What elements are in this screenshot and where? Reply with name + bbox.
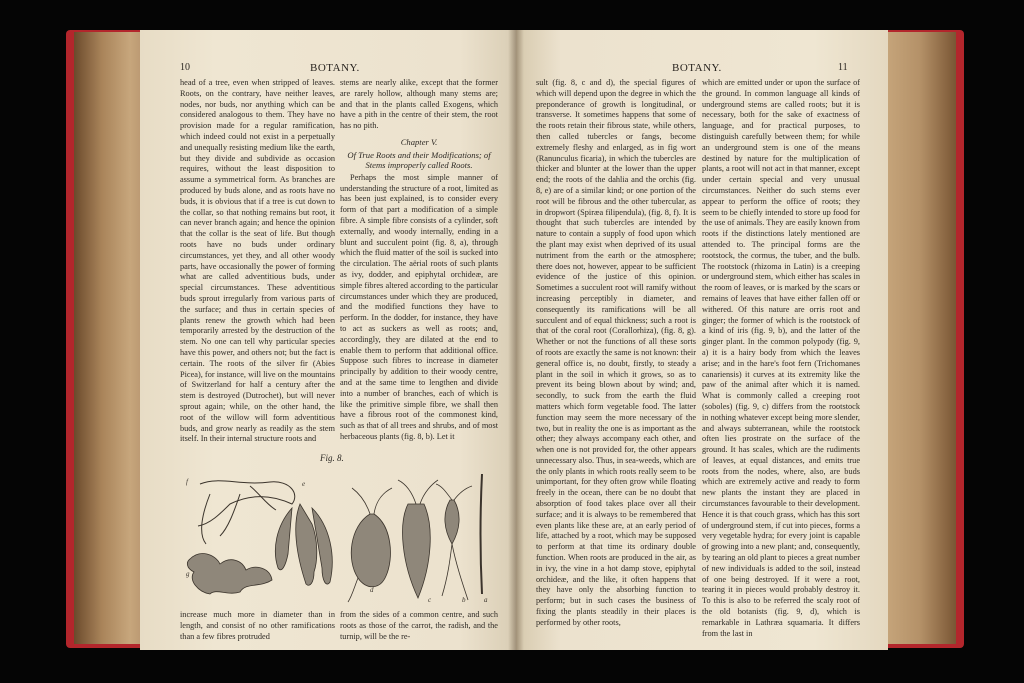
right-column-2 [702,78,860,644]
left-running-head: BOTANY. [310,62,360,74]
figure-label-a: a [484,596,488,604]
left-bottom-column-2 [340,610,498,644]
simple-fibre-a [481,474,483,594]
left-col2-top-text: stems are nearly alike, except that the former are rarely hollow, although many stems are; and that in the plants called Exogens, which have a pith in the centre of their stem, the root has no pith. [340,78,498,131]
left-column-1 [180,78,335,476]
left-col2-body-text: Perhaps the most simple manner of understanding the structure of a root, limited as has been just explained, is to consider every form of that part a modification of a simple fibre. A simple fibre consists of a cylinder, soft externally, and woody internally, ending in a blunt and succulent point (fig. 8, a), through which the fluid matter of the soil is sucked into the circulation. The aërial roots of such plants as ivy, dodder, and epiphytal orchideæ, are simple fibres altered according to the particular circumstances under which they are produced, and the modified functions they have to perform. In the dodder, for instance, they have to act as suckers as well as roots; and, accordingly, they are dilated at the end to enable them to perform that additional office. Suppose such fibres to increase in diameter principally by addition to their woody centre, and at the same time to lengthen and divide into a number of branches, each of which is like the primitive simple fibre, we shall then have a fibrous root of the commonest kind, such as that of all trees and shrubs, and of most herbaceous plants (fig. 8, b). Let it [340,172,498,441]
figure-label-g: g [186,570,190,578]
right-page [516,30,888,650]
coral-root-g [187,554,272,594]
chapter-subtitle: Of True Roots and their Modifications; of Stems improperly called Roots. [347,149,491,170]
left-bottom-col2-text: from the sides of a common centre, and such roots as those of the carrot, the radish, and the turnip, will be the re- [340,610,498,641]
right-page-edges [884,32,956,644]
book-gutter [508,30,524,650]
left-page-edges [74,32,144,644]
root-illustration [180,464,490,604]
chapter-heading: Chapter V. [400,136,438,147]
left-column-2 [340,78,498,476]
carrot-c [403,504,431,598]
figure-title: Fig. 8. [320,453,344,463]
radish-b [445,500,459,544]
figure-label-b: b [462,596,466,604]
right-running-head: BOTANY. [672,62,722,74]
figure-label-e: e [302,480,306,488]
left-page-number: 10 [180,62,190,73]
turnip-d [351,514,390,587]
right-page-number: 11 [838,62,848,73]
fibrous-root-f [198,481,295,526]
left-page [140,30,516,650]
figure-label-d: d [370,586,374,594]
right-column-1 [536,78,696,644]
right-col1-text: sult (fig. 8, c and d), the special figures of which will depend upon the degree in which the preponderance of growth is longitudinal, or transverse. It sometimes happens that some of the roots retain their fibrous state, while others, then called tubercles or fangs, become extremely fleshy and enlarged, as in fig wort (Ranunculus ficaria), in which the tubercles are thicker and blunter at the lower than the upper end; the roots of the dahlia and the orchis (fig. 8, e) are of a similar kind; or one portion of the root will be fibrous and the other tubercular, as in dropwort (Spiræa filipendula), (fig. 8, f). It is thought that such tubercles are intended by nature to contain a supply of food upon which the plant may exist when deprived of its usual nutriment from the earth or the atmosphere; there does not, however, appear to be sufficient evidence of the justice of this opinion. Sometimes a succulent root will ramify without increasing perceptibly in diameter, and consequently its ramifications will be all succulent and of equal thickness; such a root is that of the coral root (Corallorhiza), (fig. 8, g). Whether or not the functions of all these sorts of roots are exactly the same is not known: their general office is, no doubt, firstly, to steady a plant in the soil in which it grows, so as to prevent its being blown about by wind; and, secondly, to suck from the earth the fluid matters which form vegetable food. The latter function may seem the more necessary of the two, but in reality the one is as important as the other; they always accompany each other, and when one is not provided for, the other appears unnecessary also. Thus, in sea-weeds, which are the only plants in which roots really seem to be unimportant, for they often grow while floating freely in the ocean, there can be no doubt that absorption of food takes place over all their surface; and it is always to be remembered that even plants like these are, at an early period of life, attached by a root, which may be supposed to perform at that time its ordinary double function. When roots are produced in the air, as in ivy, the vine in a hot damp stove, epiphytal orchideæ, and the like, it often happens that they have only the absorbing function to perform; but in such cases the business of fixing the plants steadily in their places is performed by other roots, [536,78,696,627]
figure-label-c: c [428,596,432,604]
left-col1-text: head of a tree, even when stripped of leaves. Roots, on the contrary, have neither leaves, nodes, nor buds, nor anything which can be considered analogous to them. They have no provision made for a regular ramification, which indeed could not exist in a perpetually and unequally resisting medium like the earth, but they divide and subdivide as occasion requires, without the least disposition to assume a symmetrical form. As branches are produced by buds alone, and as roots have no buds, it is obvious that if a tree is cut down to the collar, so that nothing remains but root, it can never branch again; and hence the opinion that the collar is the seat of life. But though roots have no buds under ordinary circumstances, yet they, and all other woody parts, have occasionally the power of forming what are called adventitious buds, under special circumstances. These adventitious buds sprout irregularly from various parts of the surface; and thus in certain species of plants renew the growth which had been temporarily arrested by the destruction of the stem. No one can tell why particular species have this power, and others not; but the fact is certain. The roots of the silver fir (Abies Picea), for instance, will live on the mountains of Switzerland for half a century after the stem is destroyed (Dutrochet), but will never sprout again; while, on the other hand, the root of the willow will form adventitious buds, and grow nearly as readily as the stem itself. In their internal structure roots and [180,78,335,444]
left-bottom-col1-text: increase much more in diameter than in length, and consist of no other ramifications than a few fibres protruded [180,610,335,641]
left-bottom-column-1 [180,610,335,644]
right-col2-text: which are emitted under or upon the surface of the ground. In common language all kinds of underground stems are called roots; but it is necessary, both for the sake of exactness of language, and for practical purposes, to distinguish carefully between them; for while an underground stem is one of the means destined by nature for the multiplication of plants, a root will not act in that manner, except under certain special and very unusual circumstances. Neither do such stems ever appear to perform the office of roots; they seem to be chiefly intended to store up food for the use of animals. They are easily known from roots if the distinctions lately mentioned are attended to. The principal forms are the rootstock, the cormus, the tuber, and the bulb. The rootstock (rhizoma in Latin) is a creeping or underground stem, which either has scales in the room of leaves, or is marked by the scars or remains of leaves that have either fallen off or withered. Of this nature are orris root and ginger; the former of which is the rootstock of a kind of iris (fig. 9, b), and the latter of the ginger plant. In the common polypody (fig. 9, a) it is a hairy body from which the leaves arise; and in the hare's foot fern (Trichomanes canariensis) it curves at its extremity like the paw of the animal after which it is named. What is commonly called a creeping root (soboles) (fig. 9, c) differs from the rootstock in nothing whatever except being more slender, and always subterranean, while the rootstock often lies prostrate on the surface of the ground. It has scales, which are the rudiments of leaves, at equal distances, and emits true roots from the nodes, where, also, are buds which are extremely active and ready to form new plants the instant they are placed in circumstances favourable to their development. Hence it is that couch grass, which has this sort of underground stem, if cut into pieces, forms a very vegetable hydra; for every joint is capable of growing into a new plant; and, consequently, by tearing an old plant to pieces a great number of new individuals is added to the soil, instead of one being destroyed. If it were a root, tearing it in pieces would probably destroy it. To this is also to be referred the scaly root of the old botanists (fig. 9, d), which is remarkable in Lathræa squamaria. It differs from the last in [702,78,860,638]
figure-label-f: f [186,478,188,486]
